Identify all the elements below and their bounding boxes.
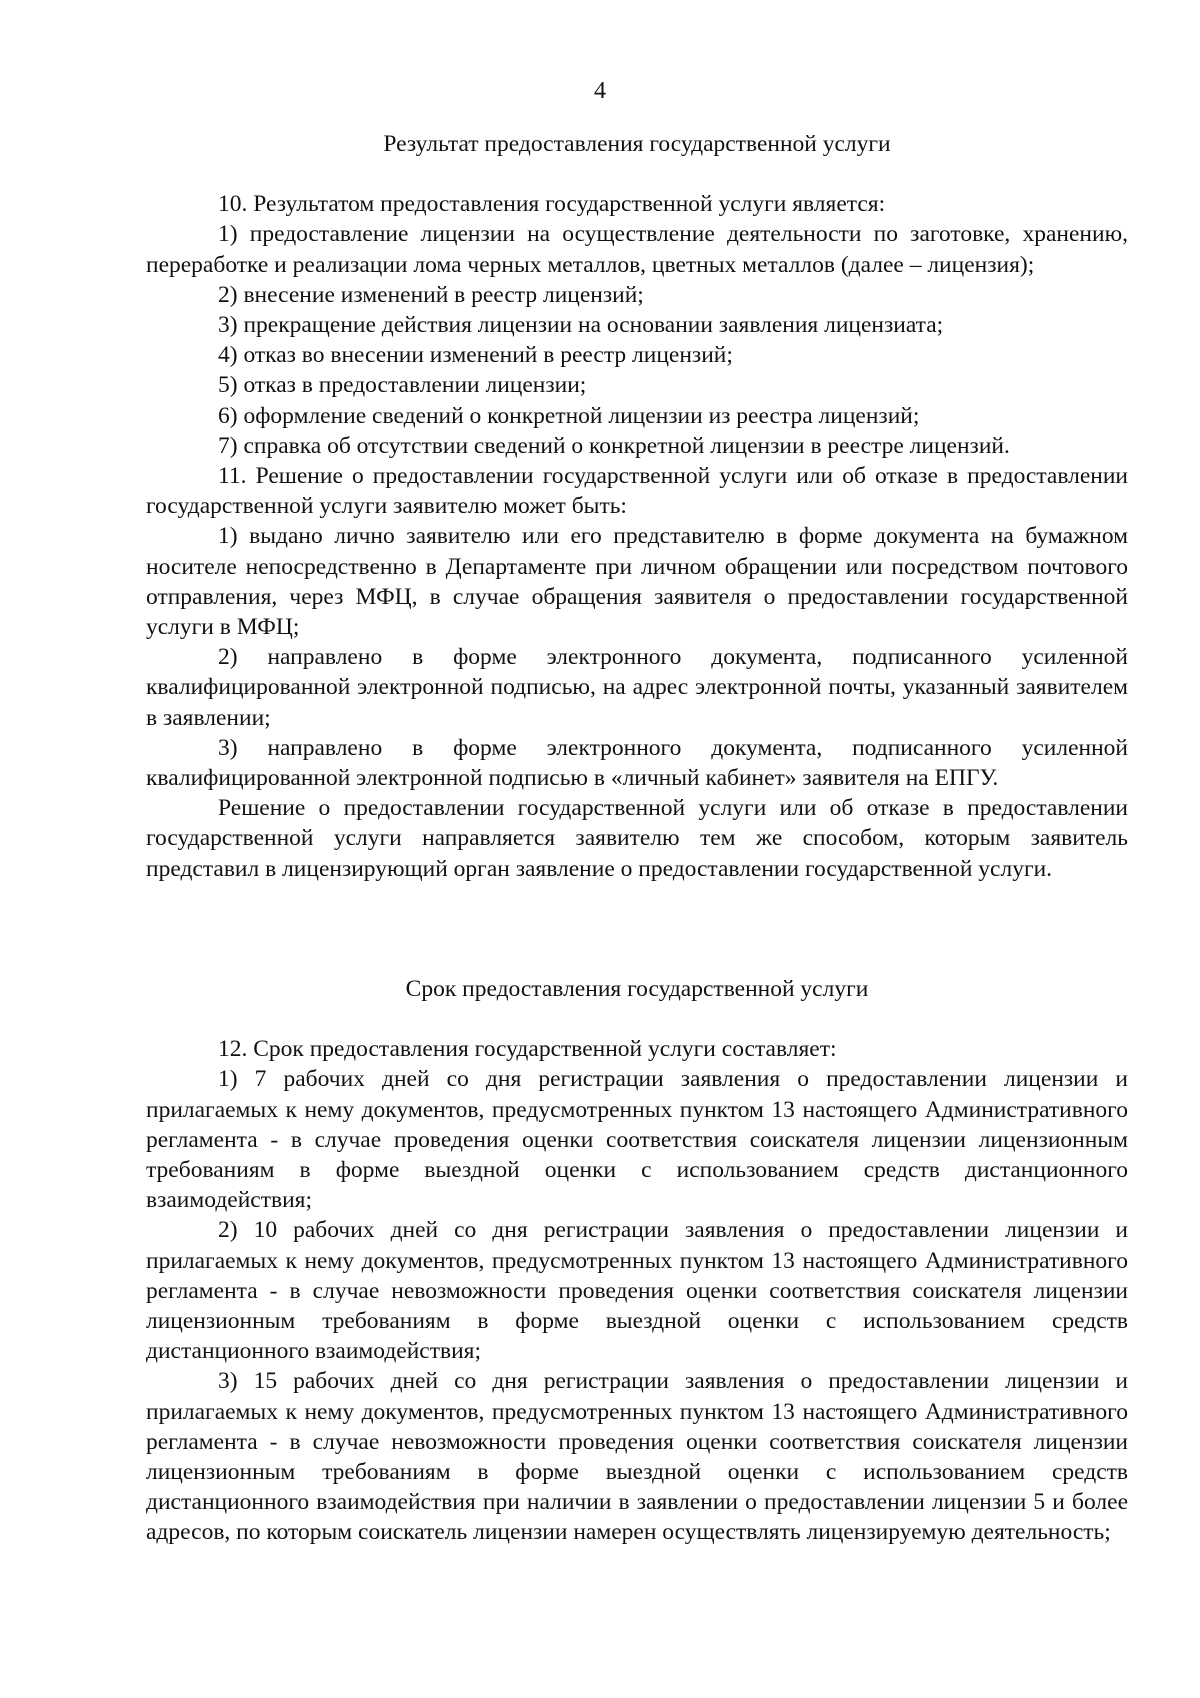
page-number: 4 <box>594 78 606 104</box>
paragraph: 10. Результатом предоставления государственной услуги является: <box>218 191 886 218</box>
paragraph: 11. Решение о предоставлении государственной услуги или об отказе в предоставлении государственной услуги заявителю может быть: <box>146 463 1128 520</box>
section-heading: Результат предоставления государственной услуги <box>383 131 891 157</box>
section-result <box>146 129 1128 884</box>
paragraph: 12. Срок предоставления государственной услуги составляет: <box>218 1036 837 1063</box>
paragraph: 7) справка об отсутствии сведений о конкретной лицензии в реестре лицензий. <box>218 432 1010 459</box>
paragraph: 2) внесение изменений в реестр лицензий; <box>218 281 644 308</box>
paragraph: 6) оформление сведений о конкретной лицензии из реестра лицензий; <box>218 402 920 429</box>
paragraph: 2) 10 рабочих дней со дня регистрации заявления о предоставлении лицензии и прилагаемых к нему документов, предусмотренных пунктом 13 настоящего Административного регламента - в случае невозможности проведения оценки соответствия соискателя лицензии лицензионным требованиям в форме выездной оценки с использованием средств дистанционного взаимодействия; <box>146 1217 1128 1365</box>
paragraph: 3) направлено в форме электронного документа, подписанного усиленной квалифицированной электронной подписью в «личный кабинет» заявителя на ЕПГУ. <box>146 734 1128 792</box>
paragraph: 4) отказ во внесении изменений в реестр лицензий; <box>218 342 733 369</box>
paragraph: 1) предоставление лицензии на осуществление деятельности по заготовке, хранению, переработке и реализации лома черных металлов, цветных металлов (далее – лицензия); <box>146 221 1128 278</box>
paragraph: 3) прекращение действия лицензии на основании заявления лицензиата; <box>218 312 944 339</box>
paragraph: 1) выдано лично заявителю или его представителю в форме документа на бумажном носителе непосредственно в Департаменте при личном обращении или посредством почтового отправления, через МФЦ, в случае обращения заявителя о предоставлении государственной услуги в МФЦ; <box>146 523 1128 641</box>
section-term <box>146 974 1128 1548</box>
paragraph: 5) отказ в предоставлении лицензии; <box>218 372 587 399</box>
section-heading: Срок предоставления государственной услуги <box>405 976 869 1002</box>
paragraph: 3) 15 рабочих дней со дня регистрации заявления о предоставлении лицензии и прилагаемых к нему документов, предусмотренных пунктом 13 настоящего Административного регламента - в случае невозможности проведения оценки соответствия соискателя лицензии лицензионным требованиям в форме выездной оценки с использованием средств дистанционного взаимодействия при наличии в заявлении о предоставлении лицензии 5 и более адресов, по которым соискатель лицензии намерен осуществлять лицензируемую деятельность; <box>146 1368 1128 1546</box>
paragraph: 1) 7 рабочих дней со дня регистрации заявления о предоставлении лицензии и прилагаемых к нему документов, предусмотренных пунктом 13 настоящего Административного регламента - в случае проведения оценки соответствия соискателя лицензии лицензионным требованиям в форме выездной оценки с использованием средств дистанционного взаимодействия; <box>146 1066 1128 1214</box>
paragraph: Решение о предоставлении государственной услуги или об отказе в предоставлении государственной услуги направляется заявителю тем же способом, которым заявитель представил в лицензирующий орган заявление о предоставлении государственной услуги. <box>146 795 1128 882</box>
paragraph: 2) направлено в форме электронного документа, подписанного усиленной квалифицированной электронной подписью, на адрес электронной почты, указанный заявителем в заявлении; <box>146 644 1128 731</box>
